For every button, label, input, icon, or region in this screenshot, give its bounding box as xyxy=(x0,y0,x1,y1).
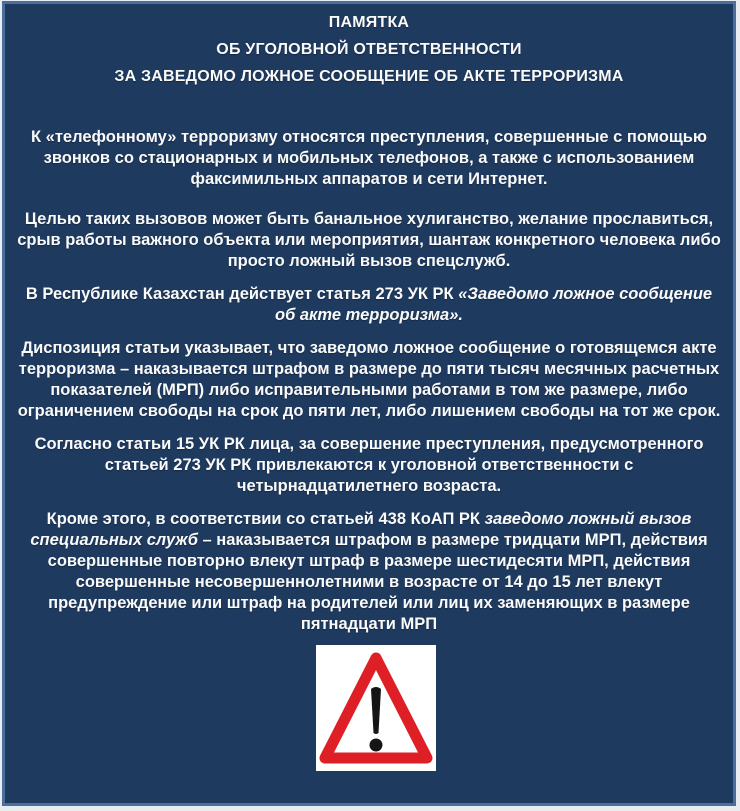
paragraph-text: Кроме этого, в соответствии со статьей 438 КоАП РК xyxy=(46,510,485,528)
paragraph-text-italic: заведомо ложный вызов специальных служб xyxy=(30,510,692,549)
title-line-3: ЗА ЗАВЕДОМО ЛОЖНОЕ СООБЩЕНИЕ ОБ АКТЕ ТЕРРОРИЗМА xyxy=(114,68,624,85)
paragraph-text: К «телефонному» терроризму относятся преступления, совершенные с помощью звонков со стационарных и мобильных телефонов, а также с использованием факсимильных аппаратов и сети Интернет. xyxy=(31,128,707,188)
paragraph-text: Согласно статьи 15 УК РК лица, за совершение преступления, предусмотренного статьей 273 УК РК привлекаются к уголовной ответственности с четырнадцатилетнего возраста. xyxy=(34,435,704,495)
paragraph-text: – наказывается штрафом в размере тридцати МРП, действия совершенные повторно влекут штраф в размере шестидесяти МРП, действия совершенные несовершеннолетними в возрасте от 14 до 15 лет влекут предупреждение или штраф на родителей или лиц их заменяющих в размере пятнадцати МРП xyxy=(47,531,708,633)
paragraph-article-15-age xyxy=(15,434,723,497)
paragraph-text: Целью таких вызовов может быть банальное хулиганство, желание прославиться, срыв работы важного объекта или мероприятия, шантаж конкретного человека либо просто ложный вызов спецслужб. xyxy=(17,210,721,270)
paragraph-article-438-koap xyxy=(15,509,723,635)
memo-page xyxy=(2,1,736,806)
title-line-2: ОБ УГОЛОВНОЙ ОТВЕТСТВЕННОСТИ xyxy=(216,41,522,58)
memo-body xyxy=(5,127,733,635)
paragraph-text: Диспозиция статьи указывает, что заведомо ложное сообщение о готовящемся акте терроризма – наказывается штрафом в размере до пяти тысяч месячных расчетных показателей (МРП) либо исправительными работами в том же размере, либо ограничением свободы на срок до пяти лет, либо лишением свободы на тот же срок. xyxy=(17,339,721,420)
paragraph-call-purpose xyxy=(15,209,723,272)
warning-sign-image xyxy=(316,645,436,771)
paragraph-article-disposition xyxy=(15,338,723,422)
paragraph-text: В Республике Казахстан действует статья 273 УК РК xyxy=(25,285,459,303)
memo-title xyxy=(5,4,733,90)
paragraph-text-italic: «Заведомо ложное сообщение об акте терроризма». xyxy=(274,285,713,324)
paragraph-article-273 xyxy=(15,284,723,326)
paragraph-telephone-terrorism xyxy=(15,127,723,190)
warning-triangle-icon xyxy=(316,645,436,771)
title-line-1: ПАМЯТКА xyxy=(328,14,410,31)
